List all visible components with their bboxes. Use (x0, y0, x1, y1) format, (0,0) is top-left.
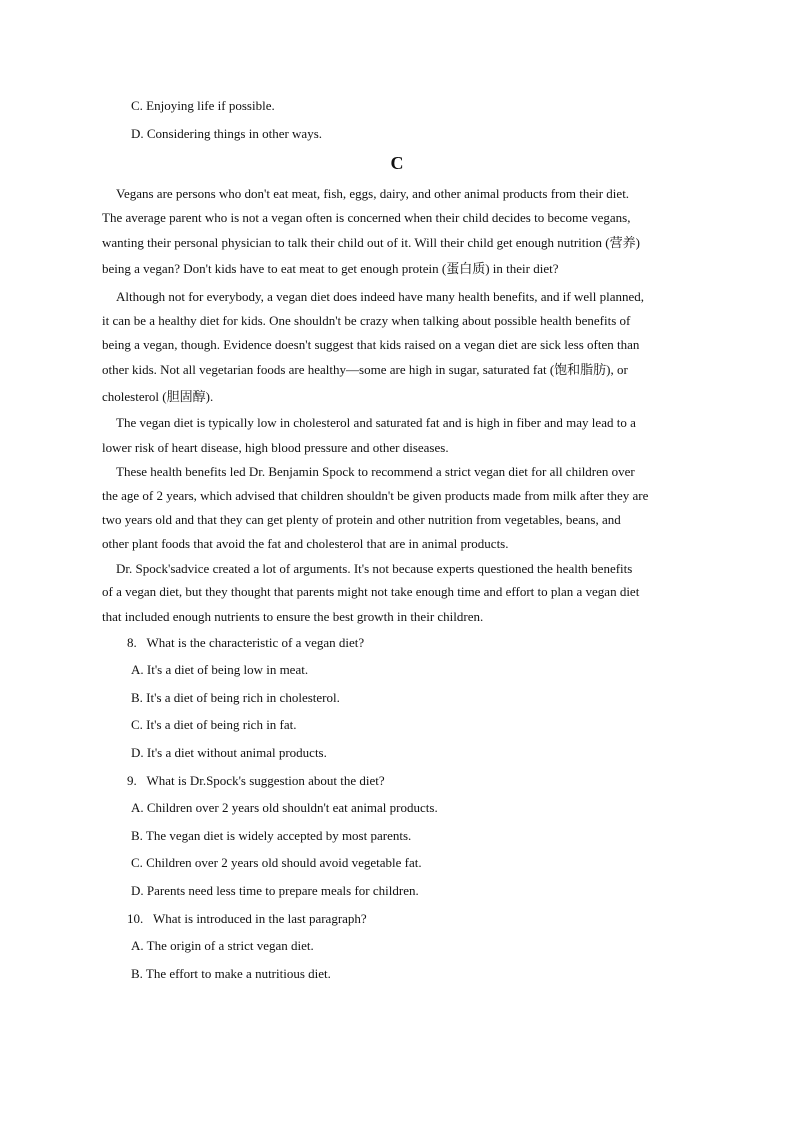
section-heading: C (390, 153, 404, 173)
passage-p2-line: Although not for everybody, a vegan diet does indeed have many health benefits, and if well planned, (116, 289, 645, 304)
prev-option-d: D. Considering things in other ways. (131, 126, 323, 141)
question-stem: 9. What is Dr.Spock's suggestion about the diet? (127, 773, 385, 788)
passage-p5-line: that included enough nutrients to ensure the best growth in their children. (102, 609, 484, 624)
passage-p2-line: cholesterol (胆固醇). (102, 389, 214, 404)
passage-p2-line: being a vegan, though. Evidence doesn't suggest that kids raised on a vegan diet are sick less often than (102, 337, 640, 352)
question-option: C. Children over 2 years old should avoid vegetable fat. (131, 855, 422, 870)
passage-p1-line: Vegans are persons who don't eat meat, fish, eggs, dairy, and other animal products from their diet. (116, 186, 630, 201)
passage-p4-line: the age of 2 years, which advised that children shouldn't be given products made from milk after they are (102, 488, 649, 503)
question-option: B. It's a diet of being rich in cholesterol. (131, 690, 340, 705)
question-option: D. Parents need less time to prepare meals for children. (131, 883, 419, 898)
question-option: B. The vegan diet is widely accepted by most parents. (131, 828, 412, 843)
passage-p1-line: The average parent who is not a vegan often is concerned when their child decides to become vegans, (102, 210, 631, 225)
passage-p4-line: other plant foods that avoid the fat and cholesterol that are in animal products. (102, 536, 509, 551)
question-option: D. It's a diet without animal products. (131, 745, 327, 760)
question-option: C. It's a diet of being rich in fat. (131, 717, 297, 732)
prev-option-c: C. Enjoying life if possible. (131, 98, 275, 113)
question-option: A. The origin of a strict vegan diet. (131, 938, 314, 953)
passage-p5-line: Dr. Spock'sadvice created a lot of arguments. It's not because experts questioned the health benefits (116, 561, 633, 576)
passage-p2-line: other kids. Not all vegetarian foods are healthy—some are high in sugar, saturated fat (饱和脂肪), or (102, 362, 628, 377)
question-option: A. Children over 2 years old shouldn't eat animal products. (131, 800, 438, 815)
passage-p5-line: of a vegan diet, but they thought that parents might not take enough time and effort to plan a vegan diet (102, 584, 640, 599)
passage-p1-line: being a vegan? Don't kids have to eat meat to get enough protein (蛋白质) in their diet? (102, 261, 559, 276)
question-option: B. The effort to make a nutritious diet. (131, 966, 331, 981)
passage-p4-line: These health benefits led Dr. Benjamin Spock to recommend a strict vegan diet for all children over (116, 464, 635, 479)
passage-p4-line: two years old and that they can get plenty of protein and other nutrition from vegetables, beans, and (102, 512, 621, 527)
question-stem: 8. What is the characteristic of a vegan diet? (127, 635, 365, 650)
passage-p3-line: The vegan diet is typically low in cholesterol and saturated fat and is high in fiber and may lead to a (116, 415, 636, 430)
passage-p2-line: it can be a healthy diet for kids. One shouldn't be crazy when talking about possible health benefits of (102, 313, 631, 328)
passage-p1-line: wanting their personal physician to talk their child out of it. Will their child get enough nutrition (营养) (102, 235, 640, 250)
passage-p3-line: lower risk of heart disease, high blood pressure and other diseases. (102, 440, 449, 455)
question-option: A. It's a diet of being low in meat. (131, 662, 309, 677)
question-stem: 10. What is introduced in the last paragraph? (127, 911, 367, 926)
